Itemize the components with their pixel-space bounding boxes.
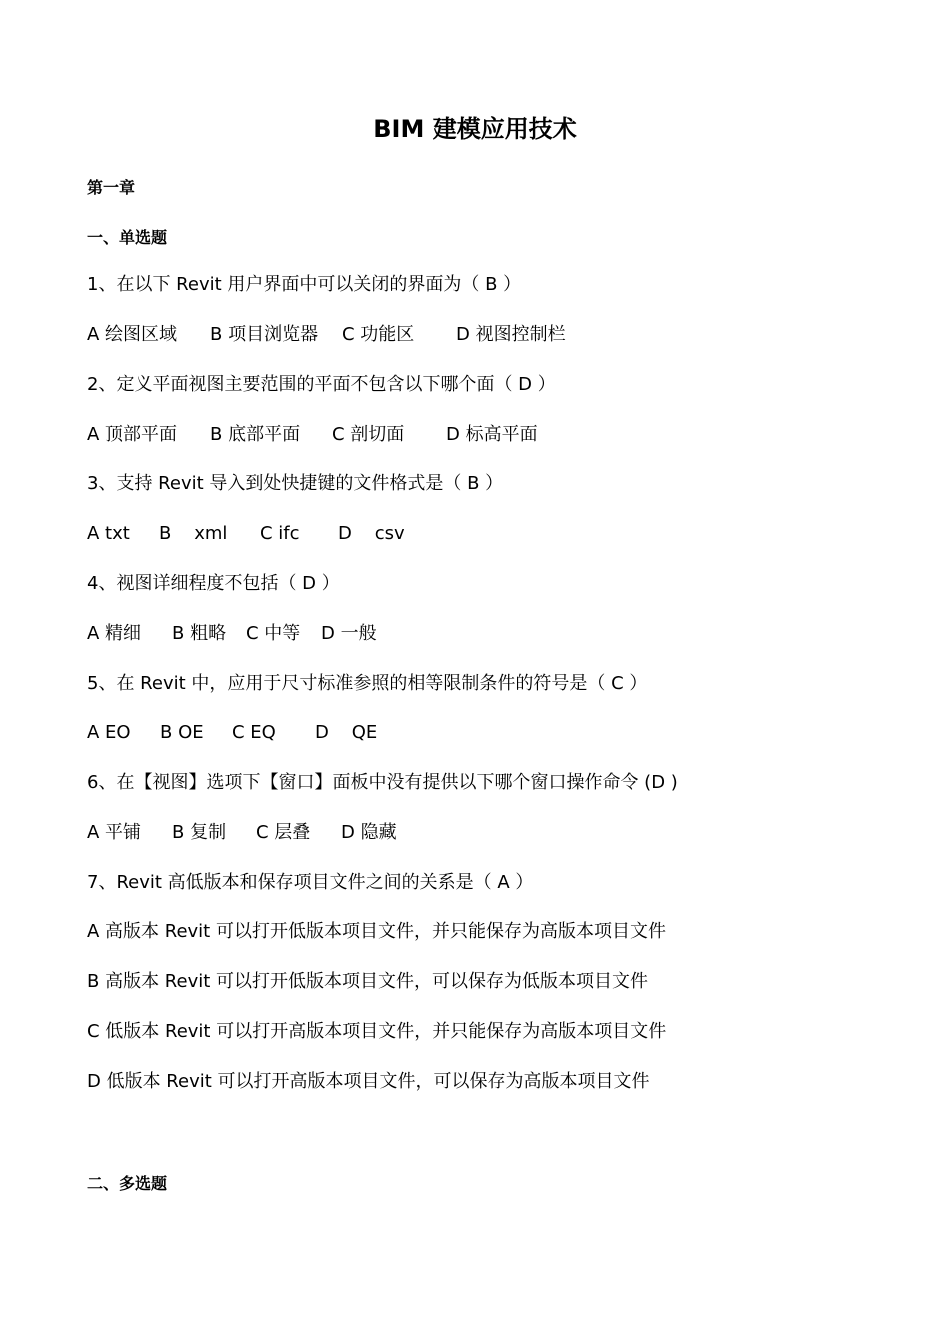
question-5: 5、在 Revit 中，应用于尺寸标准参照的相等限制条件的符号是（ C ） [87,673,648,694]
option-d: D 隐藏 [341,822,397,843]
option-a: A 精细 [87,623,142,644]
option-d: D 标高平面 [446,424,538,445]
option-a: A 平铺 [87,822,142,843]
option-c: C 剖切面 [332,424,405,445]
option-a: A txt [87,523,130,544]
question-7-option-d: D 低版本 Revit 可以打开高版本项目文件，可以保存为高版本项目文件 [87,1071,650,1092]
option-d: D 视图控制栏 [456,324,566,345]
question-2-options [87,422,538,448]
option-b: B xml [159,523,228,544]
option-b: B OE [160,722,204,743]
option-c: C ifc [260,523,300,544]
option-b: B 复制 [172,822,227,843]
option-b: B 项目浏览器 [210,324,319,345]
section-multiple-choice-heading: 二、多选题 [87,1174,168,1193]
option-a: A 顶部平面 [87,424,178,445]
question-7: 7、Revit 高低版本和保存项目文件之间的关系是（ A ） [87,872,534,893]
question-7-option-b: B 高版本 Revit 可以打开低版本项目文件，可以保存为低版本项目文件 [87,971,648,992]
question-7-option-a: A 高版本 Revit 可以打开低版本项目文件，并只能保存为高版本项目文件 [87,921,666,942]
question-3-options [87,521,405,547]
option-a: A 绘图区域 [87,324,178,345]
option-d: D csv [338,523,405,544]
section-single-choice-heading: 一、单选题 [87,228,168,247]
option-c: C 功能区 [342,324,415,345]
option-d: D QE [315,722,378,743]
option-c: C 层叠 [256,822,311,843]
document-title: BIM 建模应用技术 [373,115,577,143]
question-6: 6、在【视图】选项下【窗口】面板中没有提供以下哪个窗口操作命令 (D ) [87,772,678,793]
option-a: A EO [87,722,131,743]
option-d: D 一般 [321,623,377,644]
option-b: B 粗略 [172,623,227,644]
option-c: C EQ [232,722,276,743]
question-3: 3、支持 Revit 导入到处快捷键的文件格式是（ B ） [87,473,504,494]
question-7-option-c: C 低版本 Revit 可以打开高版本项目文件，并只能保存为高版本项目文件 [87,1021,667,1042]
question-1-options [87,322,566,348]
question-5-options [87,720,377,746]
question-2: 2、定义平面视图主要范围的平面不包含以下哪个面（ D ） [87,374,556,395]
question-4: 4、视图详细程度不包括（ D ） [87,573,340,594]
question-4-options [87,621,377,647]
chapter-heading: 第一章 [87,178,136,197]
question-6-options [87,820,397,846]
question-1: 1、在以下 Revit 用户界面中可以关闭的界面为（ B ） [87,274,522,295]
option-b: B 底部平面 [210,424,301,445]
option-c: C 中等 [246,623,301,644]
